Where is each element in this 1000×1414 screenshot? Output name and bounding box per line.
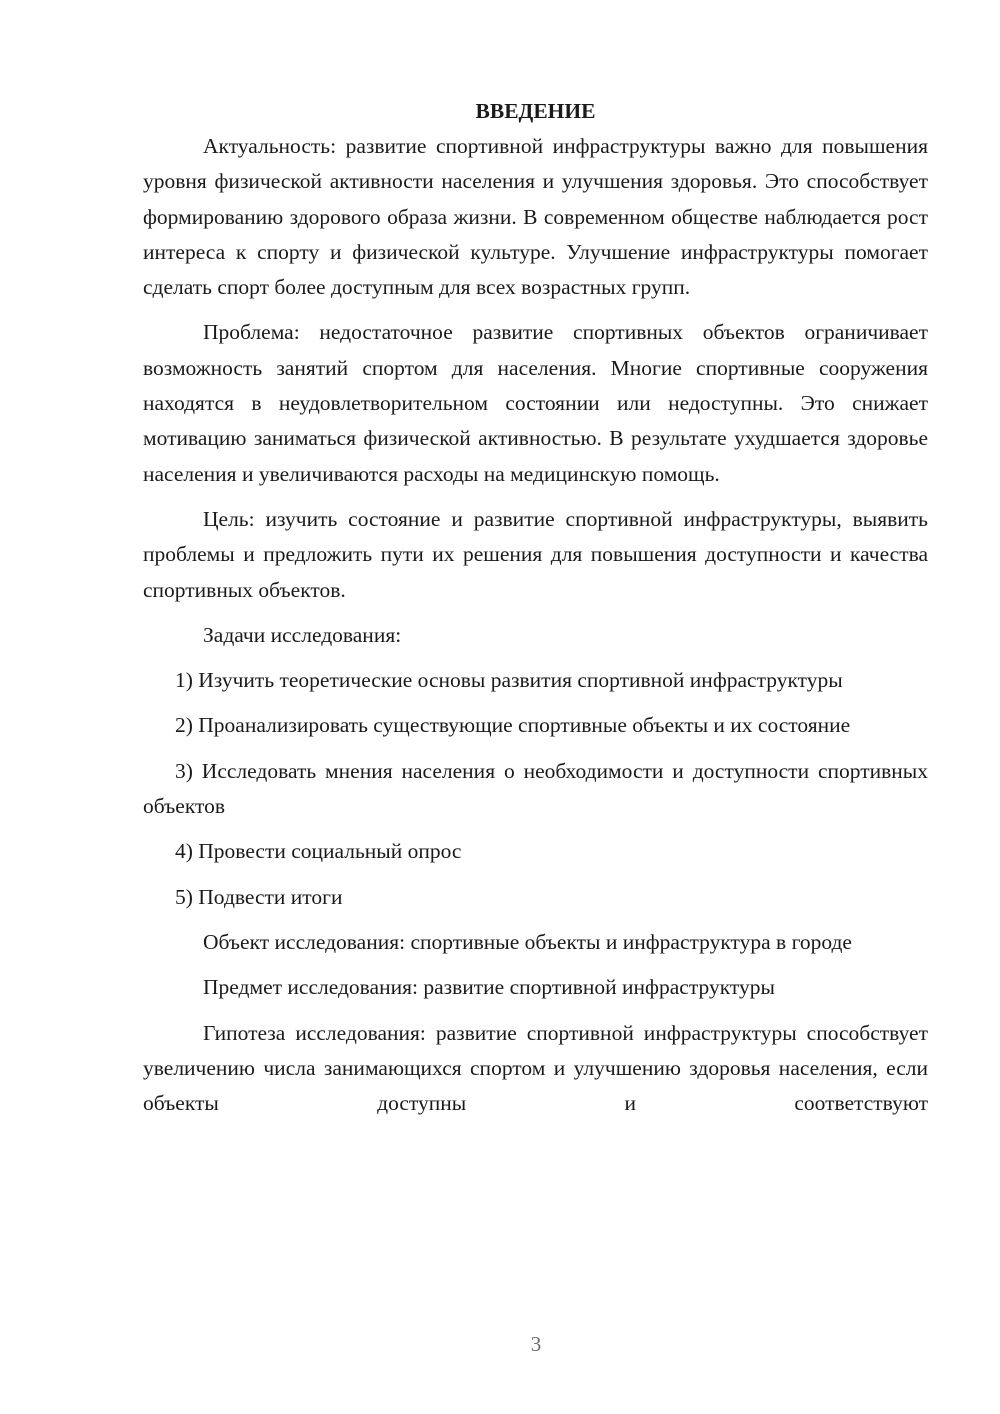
- problem-paragraph: Проблема: недостаточное развитие спортивных объектов ограничивает возможность занятий спортом для населения. Многие спортивные сооружения находятся в неудовлетворительном состоянии или недоступны. Это снижает мотивацию заниматься физической активностью. В результате ухудшается здоровье населения и увеличиваются расходы на медицинскую помощь.: [143, 320, 928, 486]
- task-item-2: 2) Проанализировать существующие спортивные объекты и их состояние: [175, 713, 851, 738]
- goal-paragraph: Цель: изучить состояние и развитие спортивной инфраструктуры, выявить проблемы и предложить пути их решения для повышения доступности и качества спортивных объектов.: [143, 506, 928, 602]
- tasks-title: Задачи исследования:: [203, 622, 402, 647]
- task-item-3: 3) Исследовать мнения населения о необходимости и доступности спортивных объектов: [143, 758, 928, 819]
- section-heading: ВВЕДЕНИЕ: [475, 99, 596, 123]
- task-item-5: 5) Подвести итоги: [175, 884, 343, 909]
- task-item-4: 4) Провести социальный опрос: [175, 839, 462, 864]
- hypothesis-paragraph: Гипотеза исследования: развитие спортивной инфраструктуры способствует увеличению числа занимающихся спортом и улучшению здоровья населения, если объекты доступны и соответствуют: [143, 1020, 928, 1116]
- object-paragraph: Объект исследования: спортивные объекты и инфраструктура в городе: [203, 929, 852, 954]
- subject-paragraph: Предмет исследования: развитие спортивной инфраструктуры: [203, 975, 775, 1000]
- page-number: 3: [530, 1332, 542, 1356]
- page-body: [143, 94, 928, 1157]
- task-item-1: 1) Изучить теоретические основы развития спортивной инфраструктуры: [175, 668, 843, 693]
- relevance-paragraph: Актуальность: развитие спортивной инфраструктуры важно для повышения уровня физической активности населения и улучшения здоровья. Это способствует формированию здорового образа жизни. В современном обществе наблюдается рост интереса к спорту и физической культуре. Улучшение инфраструктуры помогает сделать спорт более доступным для всех возрастных групп.: [143, 134, 928, 300]
